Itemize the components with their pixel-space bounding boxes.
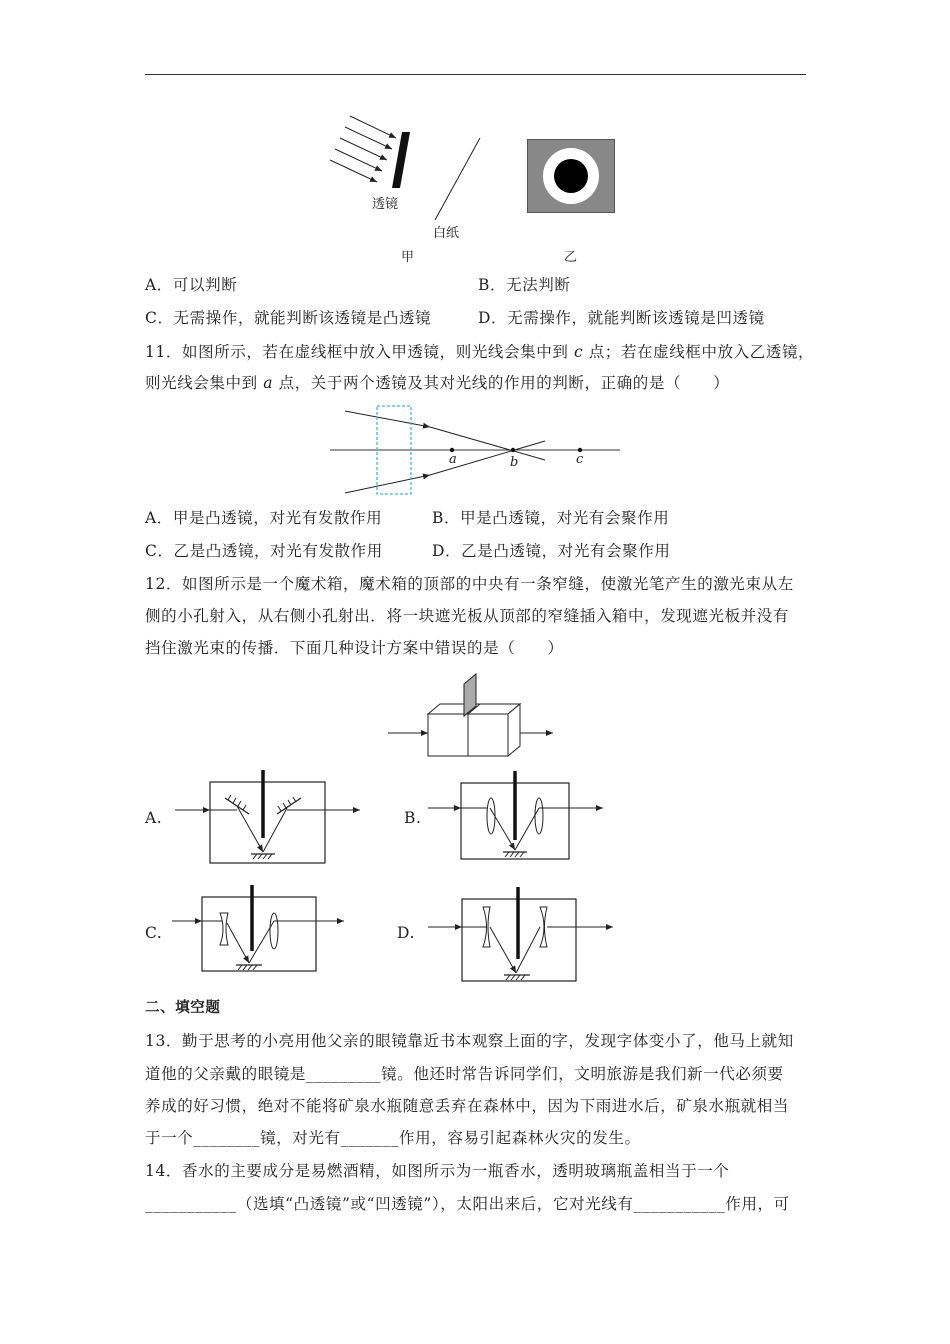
q14-line1: 14．香水的主要成分是易燃酒精，如图所示为一瓶香水，透明玻璃瓶盖相当于一个 <box>145 1162 730 1180</box>
jia-label: 甲 <box>401 250 415 265</box>
spot-on-paper-diagram <box>527 139 615 213</box>
q11-stem-line1: 11．如图所示，若在虚线框中放入甲透镜，则光线会集中到 c 点；若在虚线框中放入乙透镜， <box>145 343 815 361</box>
q13-line2: 道他的父亲戴的眼镜是_________镜。他还时常告诉同学们，文明旅游是我们新一代必须要 <box>145 1065 784 1083</box>
q12-option-a-label: A. <box>145 809 163 827</box>
q11-option-d: D．乙是凸透镜，对光有会聚作用 <box>432 542 671 560</box>
q11-option-c: C．乙是凸透镜，对光有发散作用 <box>145 542 383 560</box>
point-a-label: a <box>449 452 457 467</box>
q11-option-b: B．甲是凸透镜，对光有会聚作用 <box>432 509 670 527</box>
white-paper-line <box>435 138 480 220</box>
option-a-mirror-box <box>175 768 365 868</box>
header-rule <box>145 74 806 75</box>
q12-option-b-label: B. <box>404 809 422 827</box>
lens-icon <box>392 132 410 188</box>
q11-stem-line2: 则光线会集中到 a 点，关于两个透镜及其对光线的作用的判断，正确的是（ ） <box>145 374 730 392</box>
q10-option-c: C．无需操作，就能判断该透镜是凸透镜 <box>145 309 432 327</box>
q11-converging-diagram <box>330 403 625 498</box>
option-b-convex-lens-box <box>428 768 608 863</box>
q13-line3: 养成的好习惯，绝对不能将矿泉水瓶随意丢弃在森林中，因为下雨进水后，矿泉水瓶就相当 <box>145 1097 790 1115</box>
yi-label: 乙 <box>564 250 578 265</box>
q12-stem-line2: 侧的小孔射入，从右侧小孔射出．将一块遮光板从顶部的窄缝插入箱中，发现遮光板并没有 <box>145 607 790 625</box>
q10-option-a: A．可以判断 <box>145 276 238 294</box>
lens-label: 透镜 <box>372 197 399 212</box>
q10-option-d: D．无需操作，就能判断该透镜是凹透镜 <box>478 309 765 327</box>
point-b <box>511 448 515 452</box>
point-c-label: c <box>576 452 584 467</box>
paper-label: 白纸 <box>433 226 460 241</box>
section-heading-fill-blank: 二、填空题 <box>145 1000 221 1016</box>
q12-option-c-label: C. <box>145 924 163 942</box>
lens-light-diagram <box>330 110 510 220</box>
q14-line2: ___________（选填“凸透镜”或“凹透镜”），太阳出来后，它对光线有___________作用，可 <box>145 1195 790 1213</box>
point-b-label: b <box>510 455 519 470</box>
q12-stem-line3: 挡住激光束的传播．下面几种设计方案中错误的是（ ） <box>145 639 564 657</box>
q13-line1: 13．勤于思考的小亮用他父亲的眼镜靠近书本观察上面的字，发现字体变小了，他马上就知 <box>145 1032 794 1050</box>
q12-stem-line1: 12．如图所示是一个魔术箱，魔术箱的顶部的中央有一条窄缝，使激光笔产生的激光束从左 <box>145 575 794 593</box>
magic-box-diagram <box>388 672 563 762</box>
q13-line4: 于一个________镜，对光有_______作用，容易引起森林火灾的发生。 <box>145 1129 641 1147</box>
q10-option-b: B．无法判断 <box>478 276 571 294</box>
q12-option-d-label: D. <box>397 924 416 942</box>
option-c-lens-box <box>172 883 352 978</box>
q11-option-a: A．甲是凸透镜，对光有发散作用 <box>145 509 383 527</box>
option-d-concave-lens-box <box>428 885 618 985</box>
